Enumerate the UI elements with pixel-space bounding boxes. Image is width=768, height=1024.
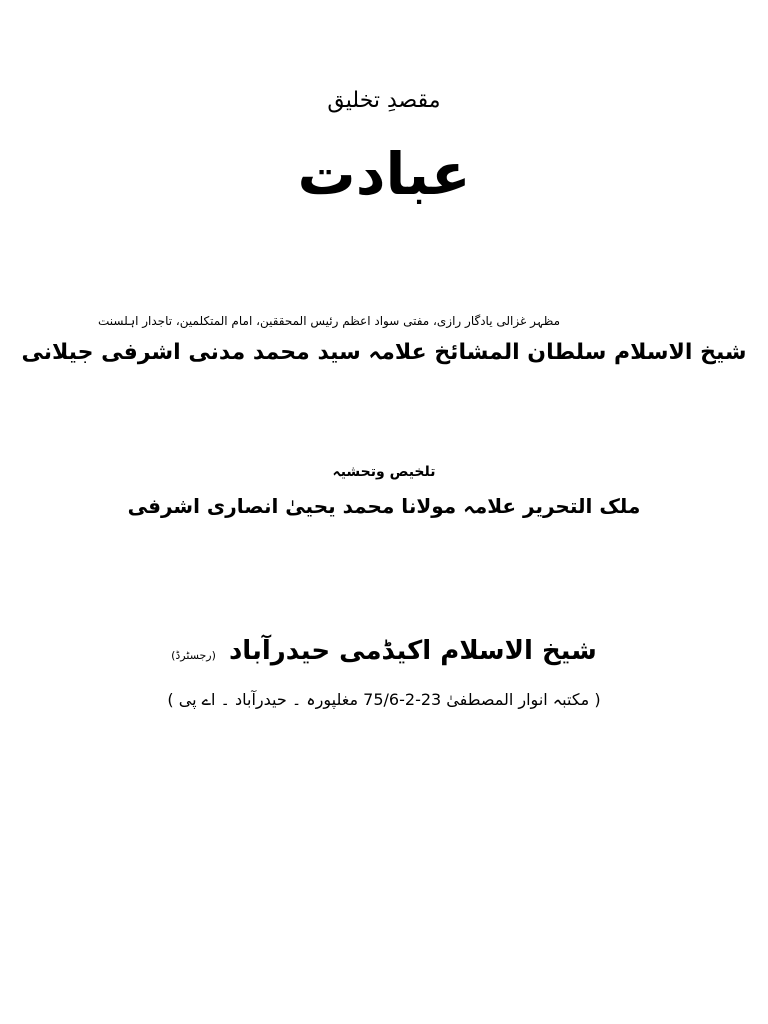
publisher [0,636,768,666]
book-subtitle: مقصدِ تخلیق [327,88,441,113]
editor-name: ملک التحریر علامہ مولانا محمد یحییٰ انصاری اشرفی [127,494,641,518]
book-title: عبادت [297,140,471,208]
registered-mark: (رجسٹرڈ) [171,649,216,662]
summary-label: تلخیص وتحشیہ [332,464,436,480]
author-epithets: مظہر غزالی یادگار رازی، مفتی سواد اعظم رئیس المحققین، امام المتکلمین، تاجدار اہلسنت [97,314,560,328]
publisher-name: شیخ الاسلام اکیڈمی حیدرآباد [228,636,597,666]
author-name: شیخ الاسلام سلطان المشائخ علامہ سید محمد مدنی اشرفی جیلانی [21,340,747,365]
publisher-address: ( مکتبہ انوار المصطفیٰ 23-2-75/6 مغلپورہ ۔ حیدرآباد ۔ اے پی ) [167,690,601,709]
